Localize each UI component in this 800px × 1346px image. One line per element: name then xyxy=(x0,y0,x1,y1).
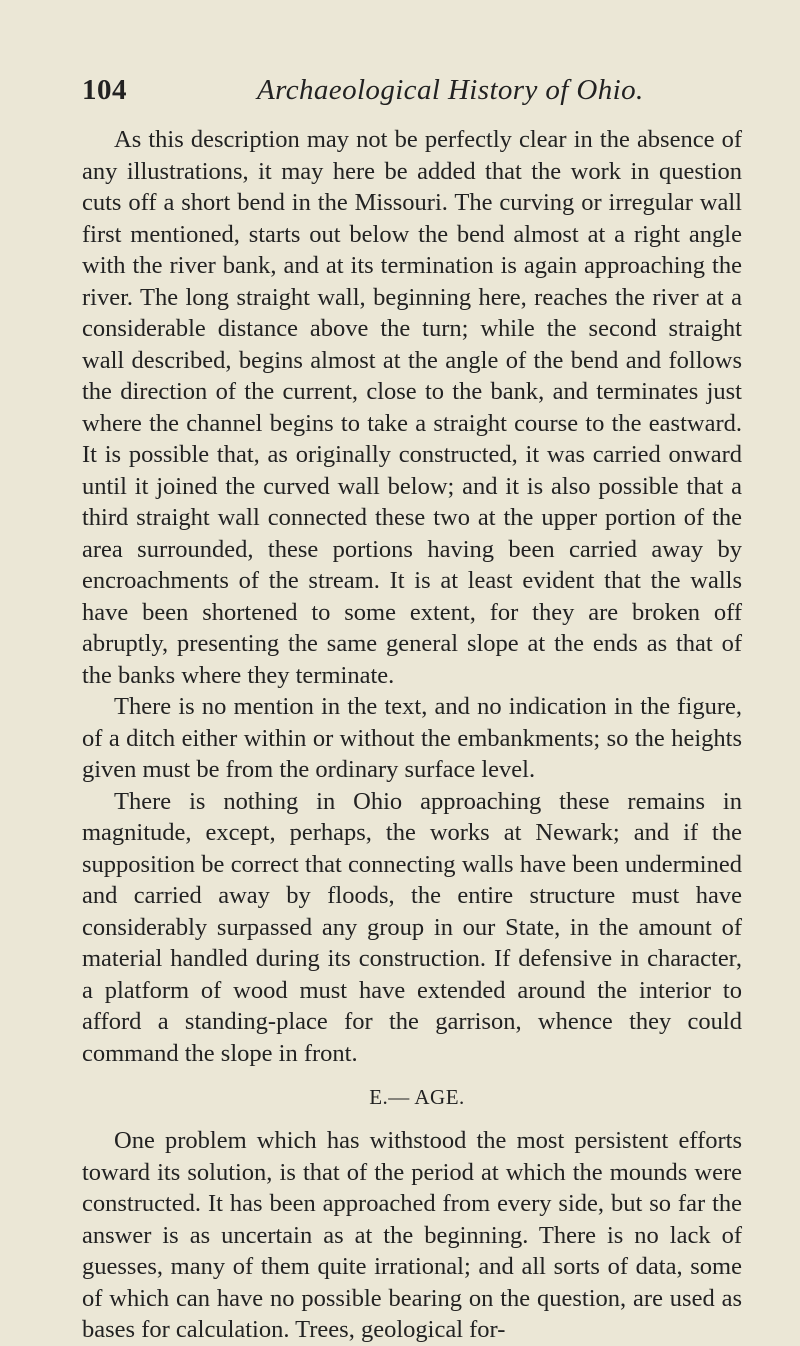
paragraph: There is nothing in Ohio approaching these remains in magnitude, except, perhaps, the works at Newark; and if the supposition be correct that connecting walls have been undermined and carried away by floods, the entire structure must have considerably surpassed any group in our State, in the amount of material handled during its construction. If defensive in character, a platform of wood must have extended around the interior to afford a standing-place for the garrison, whence they could command the slope in front. xyxy=(82,787,742,1067)
paragraph: There is no mention in the text, and no indication in the figure, of a ditch either within or without the embankments; so the heights given must be from the ordinary surface level. xyxy=(82,693,742,783)
page-number: 104 xyxy=(82,74,127,106)
page-header xyxy=(82,74,742,114)
paragraph: One problem which has withstood the most persistent efforts toward its solution, is that of the period at which the mounds were constructed. It has been approached from every side, but so far the answer is as uncertain as at the beginning. There is no lack of guesses, many of them quite irrational; and all sorts of data, some of which can have no possible bearing on the question, are used as bases for calculation. Trees, geological for- xyxy=(82,1127,742,1343)
paragraph: As this description may not be perfectly clear in the absence of any illustrations, it may here be added that the work in question cuts off a short bend in the Missouri. The curving or irregular wall first mentioned, starts out below the bend almost at a right angle with the river bank, and at its termination is again approaching the river. The long straight wall, beginning here, reaches the river at a considerable distance above the turn; while the second straight wall described, begins almost at the angle of the bend and follows the direction of the current, close to the bank, and terminates just where the channel begins to take a straight course to the eastward. It is possible that, as originally constructed, it was carried onward until it joined the curved wall below; and it is also possible that a third straight wall connected these two at the upper portion of the area surrounded, these portions having been carried away by encroachments of the stream. It is at least evident that the walls have been shortened to some extent, for they are broken off abruptly, presenting the same general slope at the ends as that of the banks where they terminate. xyxy=(82,126,742,689)
body-text xyxy=(82,124,742,1346)
section-heading: E.— AGE. xyxy=(369,1085,465,1109)
running-title: Archaeological History of Ohio. xyxy=(257,74,644,106)
